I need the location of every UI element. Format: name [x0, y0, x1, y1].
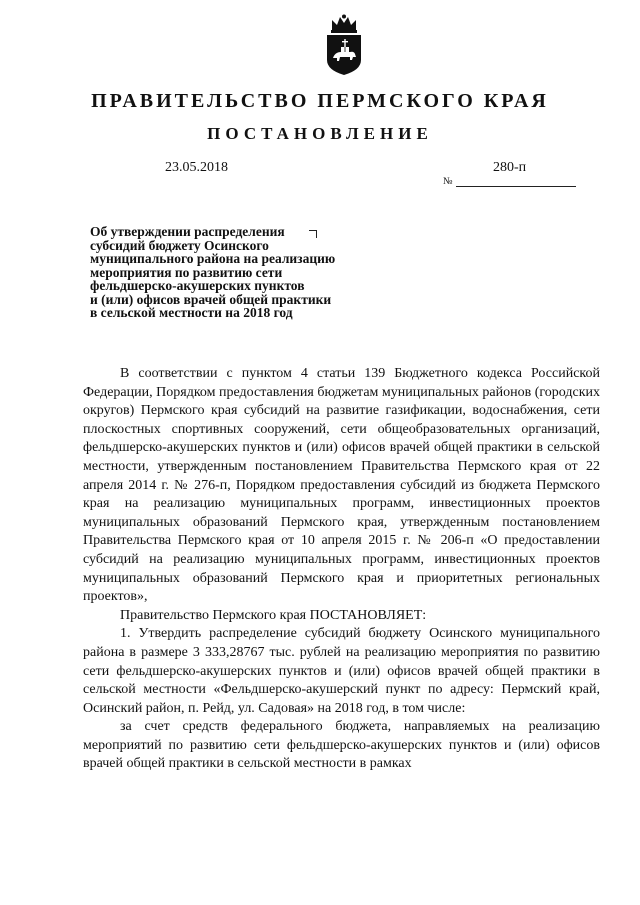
number-sign: №: [443, 176, 453, 187]
subject-line: Об утверждении распределения: [90, 224, 285, 239]
coat-of-arms-icon: [323, 14, 365, 76]
number-underline: [456, 186, 576, 187]
subject-line: субсидий бюджету Осинского: [90, 237, 269, 253]
subject-line: в сельской местности на 2018 год: [90, 305, 293, 320]
decree-number: 280-п: [493, 160, 527, 175]
body-paragraph: за счет средств федерального бюджета, направляемых на реализацию мероприятий по развитию сети фельдшерско-акушерских пунктов и (или) офисов врачей общей практики в сельской местности в рамках: [83, 719, 600, 772]
body-paragraph: В соответствии с пунктом 4 статьи 139 Бюджетного кодекса Российской Федерации, Порядком предоставления бюджетам муниципальных районов (городских округов) Пермского края субсидий на развитие газификации, водоснабжения, сети плоскостных спортивных сооружений, сети общеобразовательных организаций, фельдшерско-акушерских пунктов и (или) офисов врачей общей практики в сельской местности, утвержденным постановлением Правительства Пермского края от 22 апреля 2014 г. № 276-п, Порядком предоставления субсидий из бюджета Пермского края на реализацию муниципальных программ, инвестиционных проектов муниципальных образований Пермского края, утвержденным постановлением Правительства Пермского края от 10 апреля 2015 г. № 206-п «О предоставлении субсидий на реализацию муниципальных программ, инвестиционных проектов муниципальных образований Пермского края и приоритетных региональных проектов»,: [83, 366, 600, 605]
decree-body: [83, 365, 600, 774]
subject-line: и (или) офисов врачей общей практики: [90, 291, 332, 307]
subject-line: мероприятия по развитию сети: [90, 264, 283, 280]
subject-line: фельдшерско-акушерских пунктов: [90, 278, 305, 293]
body-paragraph: 1. Утвердить распределение субсидий бюджету Осинского муниципального района в размере 3 333,28767 тыс. рублей на реализацию мероприятия по развитию сети фельдшерско-акушерских пунктов и (или) офисов врачей общей практики в сельской местности «Фельдшерско-акушерский пункт по адресу: Пермский край, Осинский район, п. Рейд, ул. Садовая» на 2018 год, в том числе:: [83, 626, 600, 716]
subject-corner-mark: [309, 230, 317, 238]
document-type: ПОСТАНОВЛЕНИЕ: [207, 124, 433, 143]
decree-number-line: [443, 176, 576, 187]
subject-line: муниципального района на реализацию: [90, 251, 336, 266]
government-title: ПРАВИТЕЛЬСТВО ПЕРМСКОГО КРАЯ: [91, 90, 549, 112]
decree-date: 23.05.2018: [165, 160, 228, 175]
decree-subject: [90, 225, 380, 320]
body-paragraph: Правительство Пермского края ПОСТАНОВЛЯЕТ:: [120, 607, 427, 623]
